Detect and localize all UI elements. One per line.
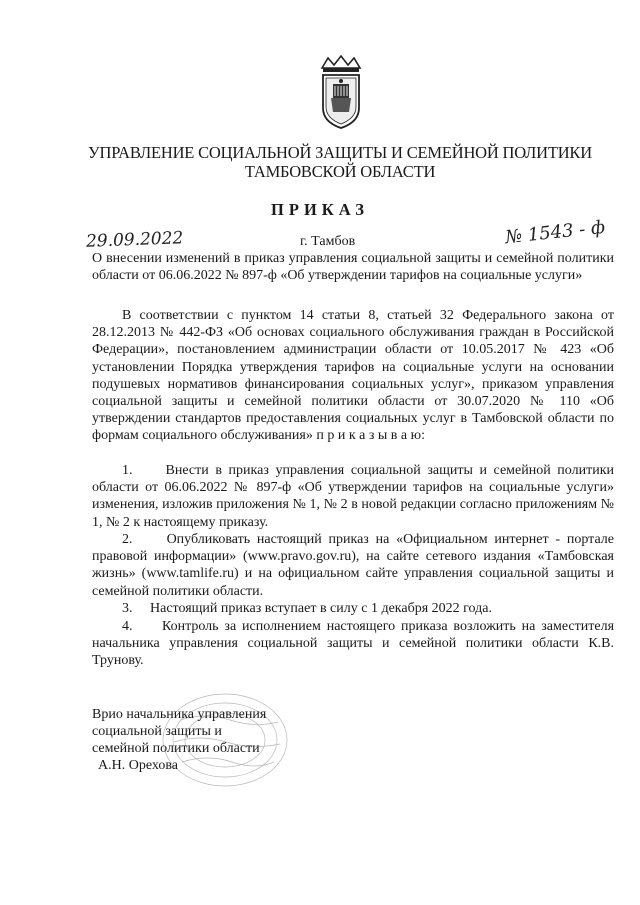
preamble-paragraph <box>92 307 614 445</box>
item-number: 4. <box>122 619 133 634</box>
signer-name: А.Н. Орехова <box>98 758 178 773</box>
item-number: 2. <box>122 532 133 547</box>
document-date: 29.09.2022 <box>85 228 184 252</box>
order-item <box>92 462 614 531</box>
document-subject: О внесении изменений в приказ управления социальной защиты и семейной политики области от 06.06.2022 № 897-ф «Об утверждении тарифов на социальные услуги» <box>92 251 614 284</box>
order-item <box>92 600 614 617</box>
signer-position-line2: социальной защиты и <box>92 724 222 739</box>
item-text: Контроль за исполнением настоящего приказа возложить на заместителя начальника управления социальной защиты и семейной политики области К.В. Трунову. <box>92 619 615 669</box>
item-text: Опубликовать настоящий приказ на «Официальном интернет - портале правовой информации» (www.pravo.gov.ru), на сайте сетевого издания «Тамбовская жизнь» (www.tamlife.ru) и на официальном сайте управления социальной защиты и семейной политики области. <box>92 532 614 599</box>
item-number: 1. <box>122 463 133 478</box>
document-number: № 1543 - ф <box>504 216 607 249</box>
item-number: 3. <box>122 601 133 616</box>
document-city: г. Тамбов <box>300 234 356 249</box>
order-item <box>92 618 614 670</box>
organization-name-line2: ТАМБОВСКОЙ ОБЛАСТИ <box>244 162 436 181</box>
signature-block <box>92 706 266 774</box>
tambov-coat-of-arms-icon <box>318 54 364 130</box>
organization-name-line1: УПРАВЛЕНИЕ СОЦИАЛЬНОЙ ЗАЩИТЫ И СЕМЕЙНОЙ ПОЛИТИКИ <box>88 143 592 162</box>
signer-position-line1: Врио начальника управления <box>92 707 267 722</box>
signer-position-line3: семейной политики области <box>92 741 260 756</box>
order-item <box>92 531 614 600</box>
preamble-text: В соответствии с пунктом 14 статьи 8, статьей 32 Федерального закона от 28.12.2013 № 442-ФЗ «Об основах социального обслуживания граждан в Российской Федерации», постановлением администрации области от 10.05.2017 № 423 «Об установлении Порядка утверждения тарифов на социальные услуги на основании подушевых нормативов финансирования социальных услуг», приказом управления социальной защиты и семейной политики области от 30.07.2020 № 110 «Об утверждении стандартов предоставления социальных услуг в Тамбовской области по формам социального обслуживания» <box>92 308 614 444</box>
document-type-title: ПРИКАЗ <box>271 200 369 219</box>
order-word: п р и к а з ы в а ю: <box>316 428 425 444</box>
item-text: Внести в приказ управления социальной защиты и семейной политики области от 06.06.2022 № 897-ф «Об утверждении тарифов на социальные услуги» изменения, изложив приложения № 1, № 2 в новой редакции согласно приложениям № 1, № 2 к настоящему приказу. <box>92 463 614 530</box>
item-text: Настоящий приказ вступает в силу с 1 декабря 2022 года. <box>150 601 492 616</box>
